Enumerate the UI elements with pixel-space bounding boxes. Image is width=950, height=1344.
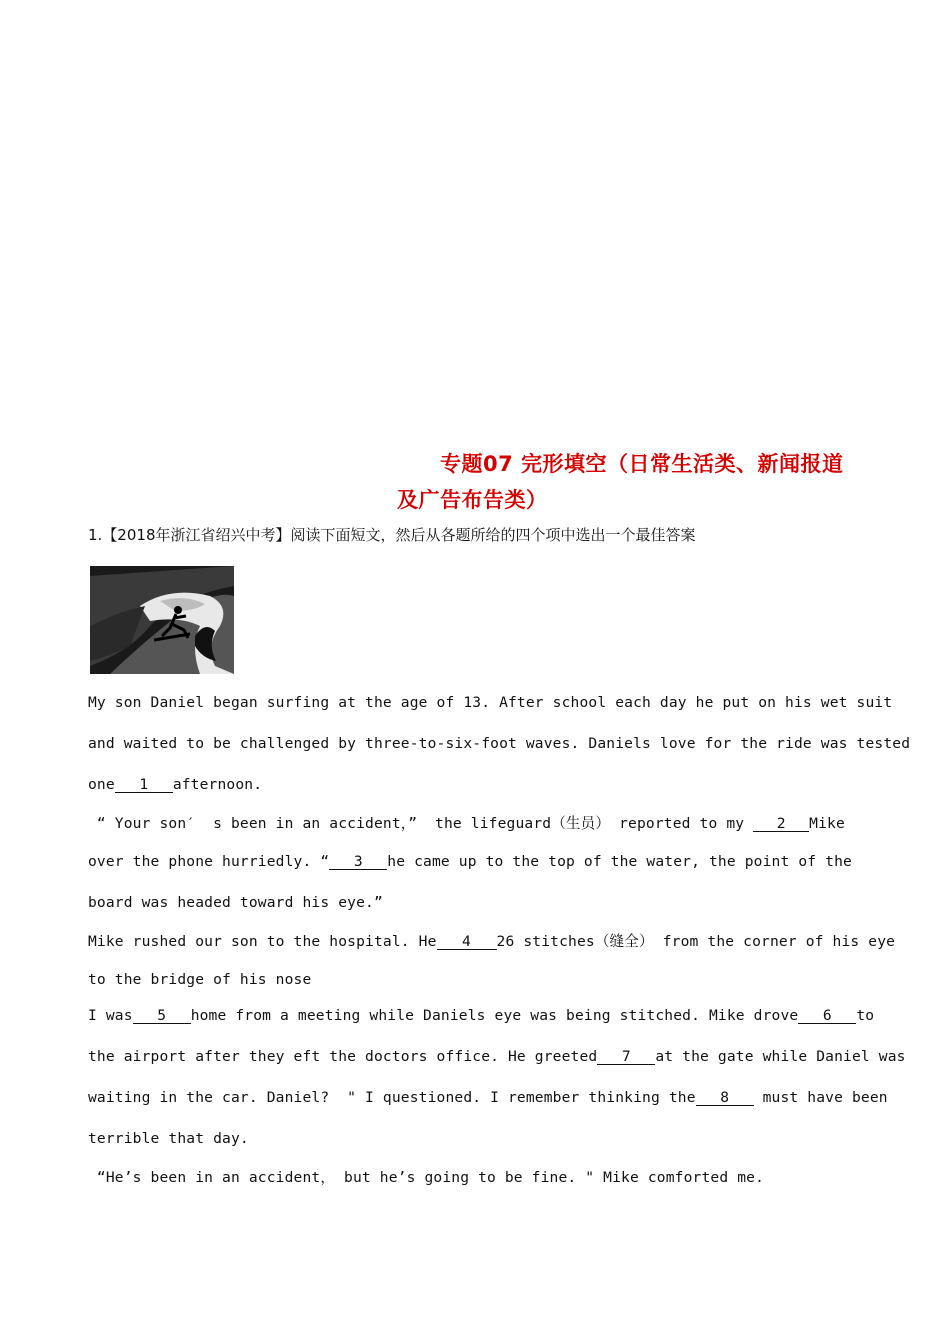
passage-text: must have been: [753, 1089, 888, 1106]
passage-line: My son Daniel began surfing at the age of 13. After school each day he put on his wet suit: [88, 694, 893, 711]
surfer-photo: [90, 566, 234, 674]
passage-text: over the phone hurriedly. “: [88, 853, 330, 870]
passage-line: [88, 853, 852, 870]
passage-line: [88, 1089, 888, 1106]
passage-line: [88, 1007, 874, 1024]
passage-text: Mike: [809, 815, 845, 832]
passage-line: to the bridge of his nose: [88, 971, 312, 988]
document-title-line2: 及广告布告类）: [397, 488, 548, 512]
passage-text: “ Your son′ s been in an accident，” the lifeguard（生员） reported to my: [88, 815, 754, 832]
passage-text: at the gate while Daniel was: [655, 1048, 906, 1065]
passage-line: [88, 930, 895, 951]
passage-text: waiting in the car. Daniel? " I questioned. I remember thinking the: [88, 1089, 696, 1106]
blank-2[interactable]: 2: [753, 816, 809, 832]
passage-line: board was headed toward his eye.”: [88, 894, 383, 911]
passage-text: 26 stitches（缝全） from the corner of his eye: [496, 933, 896, 950]
passage-line: [88, 776, 262, 793]
passage-line: and waited to be challenged by three-to-six-foot waves. Daniels love for the ride was tested: [88, 735, 911, 752]
blank-5[interactable]: 5: [133, 1008, 191, 1024]
document-title-line1: 专题07 完形填空（日常生活类、新闻报道: [440, 452, 844, 476]
passage-text: afternoon.: [172, 776, 263, 793]
passage-text: I was: [88, 1007, 133, 1024]
passage-line: [88, 812, 845, 833]
passage-text: he came up to the top of the water, the point of the: [387, 853, 852, 870]
blank-8[interactable]: 8: [696, 1090, 754, 1106]
blank-3[interactable]: 3: [329, 854, 387, 870]
passage-text: Mike rushed our son to the hospital. He: [88, 933, 437, 950]
passage-line: [88, 1048, 906, 1065]
passage-text: to: [856, 1007, 875, 1024]
passage-text: the airport after they eft the doctors office. He greeted: [88, 1048, 598, 1065]
question-instruction: 1.【2018年浙江省绍兴中考】阅读下面短文，然后从各题所给的四个项中选出一个最佳答案: [88, 526, 696, 544]
passage-line: “He’s been in an accident， but he’s going to be fine. " Mike comforted me.: [88, 1169, 765, 1186]
blank-7[interactable]: 7: [597, 1049, 655, 1065]
blank-4[interactable]: 4: [437, 934, 497, 950]
blank-1[interactable]: 1: [115, 777, 173, 793]
passage-line: terrible that day.: [88, 1130, 249, 1147]
passage-text: one: [88, 776, 115, 793]
blank-6[interactable]: 6: [798, 1008, 856, 1024]
passage-text: home from a meeting while Daniels eye was being stitched. Mike drove: [190, 1007, 799, 1024]
